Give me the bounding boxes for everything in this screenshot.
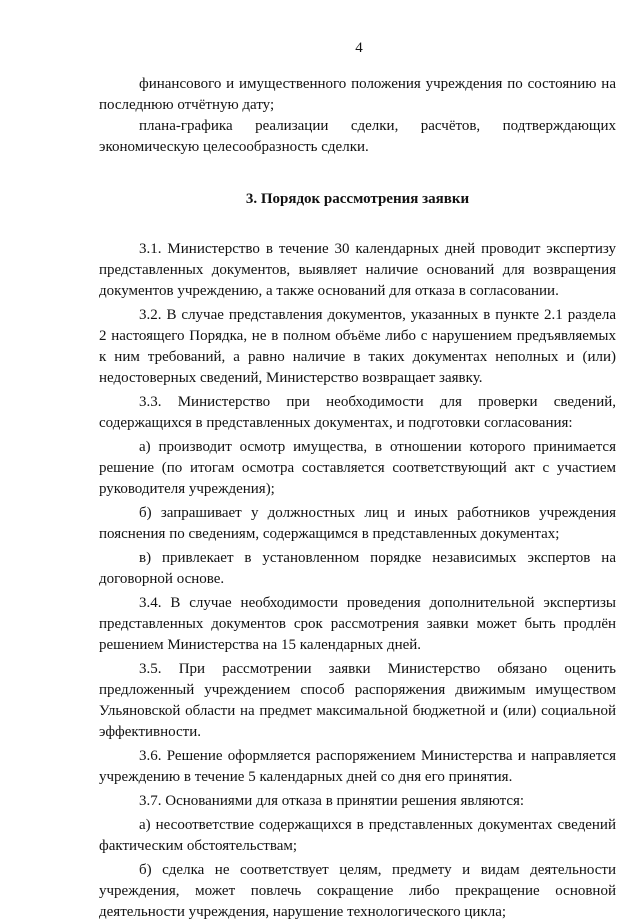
paragraph-3-6: 3.6. Решение оформляется распоряжением Министерства и направляется учреждению в течение 5 календарных дней со дня его принятия. <box>99 748 616 785</box>
paragraph-3-7-a: а) несоответствие содержащихся в представленных документах сведений фактическим обстоятельствам; <box>99 817 616 854</box>
paragraph-3-7: 3.7. Основаниями для отказа в принятии решения являются: <box>139 793 525 809</box>
intro-paragraph-1: финансового и имущественного положения учреждения по состоянию на последнюю отчётную дату; <box>99 76 616 113</box>
intro-paragraph-2: плана-графика реализации сделки, расчётов, подтверждающих экономическую целесообразность сделки. <box>99 118 616 155</box>
paragraph-3-3: 3.3. Министерство при необходимости для проверки сведений, содержащихся в представленных документах, и подготовки согласования: <box>99 394 616 431</box>
paragraph-3-3-b: б) запрашивает у должностных лиц и иных работников учреждения пояснения по сведениям, содержащимся в представленных документах; <box>99 505 616 542</box>
paragraph-3-7-b: б) сделка не соответствует целям, предмету и видам деятельности учреждения, может повлечь сокращение либо прекращение основной деятельности учреждения, нарушение технологического цикла; <box>99 862 616 920</box>
document-body <box>99 74 616 923</box>
paragraph-3-2: 3.2. В случае представления документов, указанных в пункте 2.1 раздела 2 настоящего Порядка, не в полном объёме либо с нарушением предъявляемых к ним требований, а равно наличие в таких документах неполных и (или) недостоверных сведений, Министерство возвращает заявку. <box>99 307 616 386</box>
paragraph-3-3-c: в) привлекает в установленном порядке независимых экспертов на договорной основе. <box>99 550 616 587</box>
page-number: 4 <box>355 40 363 56</box>
section-heading: 3. Порядок рассмотрения заявки <box>245 191 470 207</box>
paragraph-3-1: 3.1. Министерство в течение 30 календарных дней проводит экспертизу представленных документов, выявляет наличие оснований для возвращения документов учреждению, а также оснований для отказа в согласовании. <box>99 241 616 299</box>
paragraph-3-4: 3.4. В случае необходимости проведения дополнительной экспертизы представленных документов срок рассмотрения заявки может быть продлён решением Министерства на 15 календарных дней. <box>99 595 616 653</box>
paragraph-3-5: 3.5. При рассмотрении заявки Министерство обязано оценить предложенный учреждением способ распоряжения движимым имуществом Ульяновской области на предмет максимальной бюджетной и (или) социальной эффективности. <box>99 661 616 740</box>
paragraph-3-3-a: а) производит осмотр имущества, в отношении которого принимается решение (по итогам осмотра составляется соответствующий акт с участием руководителя учреждения); <box>99 439 616 497</box>
